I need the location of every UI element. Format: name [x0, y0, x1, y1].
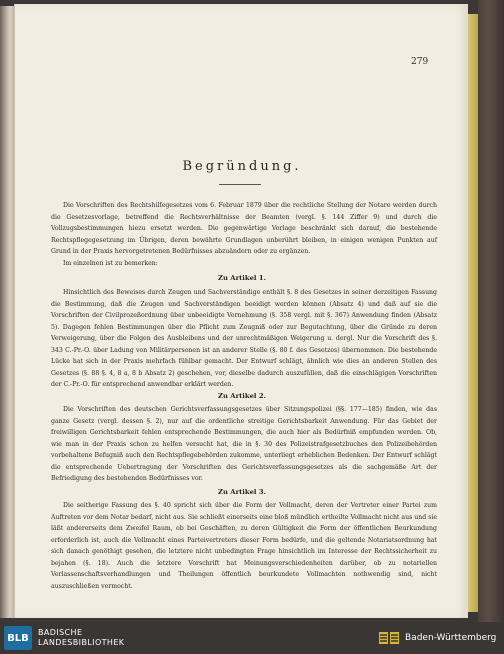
section-text-2: Die Vorschriften des deutschen Gerichtsverfassungsgesetzes über Sitzungspolizei (§§. 177—185) finden, wie das ganze Gesetz (vergl. dessen §. 2), nur auf die ordentliche streitige Gerichtsbarkeit Anwendung. Für das Gebiet der freiwilligen Gerichtsbarkeit fehlen entsprechende Bestimmungen, die auch hier als Bedürfniß empfunden werden. Ob, wie man in der Praxis schon zu helfen versucht hat, die in §. 30 des Polizeistrafgesetzbuches den Polizeibehörden vorbehaltene Befugniß auch den Rechtspflegebehörden zukomme, unterliegt erheblichen Bedenken. Der Entwurf schlägt die entsprechende Uebertragung der Vorschriften des Gerichtsverfassungsgesetzes als die sachgemäße Art der Befriedigung des bestehenden Bedürfnisses vor. — [51, 406, 437, 482]
library-name[interactable] — [38, 628, 124, 648]
state-crest-icon — [378, 629, 400, 647]
page-stack-edge — [468, 14, 478, 612]
section-heading-2: Zu Artikel 2. — [218, 392, 266, 400]
section-text-1: Hinsichtlich des Beweises durch Zeugen und Sachverständige enthält §. 8 des Gesetzes in seiner derzeitigen Fassung die Bestimmung, daß die Zeugen und Sachverständigen beeidigt werden können (Absatz 4) und daß auf sie die Vorschriften der Civilprozeßordnung über unbeeidigte Vernehmung (§. 358 vergl. mit §. 367) Anwendung finden (Absatz 5). Dagegen fehlen Bestimmungen über die Pflicht zum Zeugniß oder zur Begutachtung, über die Gründe zu deren Verweigerung, über die Folgen des Ausbleibens und der unrechtmäßigen Weigerung u. dergl. Nur die Vorschrift des §. 343 C.-Pr.-O. über Ladung von Militärpersonen ist an anderer Stelle (§. 80 f. des Gesetzes) übernommen. Die bestehende Lücke hat sich in der Praxis mehrfach fühlbar gemacht. Der Entwurf schlägt, ähnlich wie dies an anderen Stellen des Gesetzes (§. 88 §. 4, 8 a, 8 b Absatz 2) geschehen, vor, dieselbe dadurch auszufüllen, daß die einschlägigen Vorschriften der C.-Pr.-O. für entsprechend anwendbar erklärt werden. — [51, 289, 437, 388]
intro-paragraph: Die Vorschriften des Rechtshilfegesetzes vom 6. Februar 1879 über die rechtliche Stellung der Notare werden durch die Gesetzesvorlage, betreffend die Rechtsverhältnisse der Beamten (vergl. §. 144 Ziffer 9) und durch die Vollzugsbestimmungen hiezu ersetzt werden. Die gegenwärtige Vorlage beschränkt sich darauf, die bestehende Rechtspflegegesetzung im Übrigen, deren bewährte Grundlagen unberührt bleiben, in einigen wenigen Punkten auf Grund in der Praxis hervorgetretenen Bedürfnisses abzuändern oder zu ergänzen. — [51, 202, 437, 255]
title-rule — [219, 184, 261, 185]
left-page-edge — [0, 6, 14, 618]
page-number: 279 — [411, 57, 429, 67]
intro-note: Im einzelnen ist zu bemerken: — [63, 260, 158, 267]
section-heading-1: Zu Artikel 1. — [218, 274, 266, 282]
document-page — [14, 4, 468, 618]
section-text-3: Die seitherige Fassung des §. 40 spricht sich über die Form der Vollmacht, deren der Vertreter einer Partei zum Auftreten vor dem Notar bedarf, nicht aus. Sie schließt einerseits eine bloß mündlich ertheilte Vollmacht nicht aus und sie läßt andererseits dem Zweifel Raum, ob bei Geschäften, zu deren Gültigkeit die Form der öffentlichen Beurkundung erforderlich ist, auch die Vollmacht eines Parteivertreters dieser Form bedürfe, und die geltende Notariatsordnung hat sich danach genöthigt gesehen, die letztere nicht unbedingten Frage hinsichtlich im Interesse der Rechtssicherheit zu bejahen (§. 18). Auch die letztere Vorschrift hat Meinungsverschiedenheiten darüber, ob zu notariellen Verlassenschaftsverhandlungen und Theilungen öffentlich beurkundete Vollmachten nothwendig sind, nicht auszuschließen vermocht. — [51, 502, 437, 590]
state-name: Baden-Württemberg — [405, 633, 497, 643]
page-title: Begründung. — [182, 159, 302, 174]
footer-bar — [0, 622, 504, 654]
state-brand[interactable] — [378, 622, 496, 654]
library-name-line1: BADISCHE — [38, 628, 83, 637]
library-name-line2: LANDESBIBLIOTHEK — [38, 638, 125, 647]
blb-logo[interactable]: BLB — [4, 626, 32, 650]
book-cover — [478, 0, 504, 622]
section-heading-3: Zu Artikel 3. — [218, 488, 266, 496]
